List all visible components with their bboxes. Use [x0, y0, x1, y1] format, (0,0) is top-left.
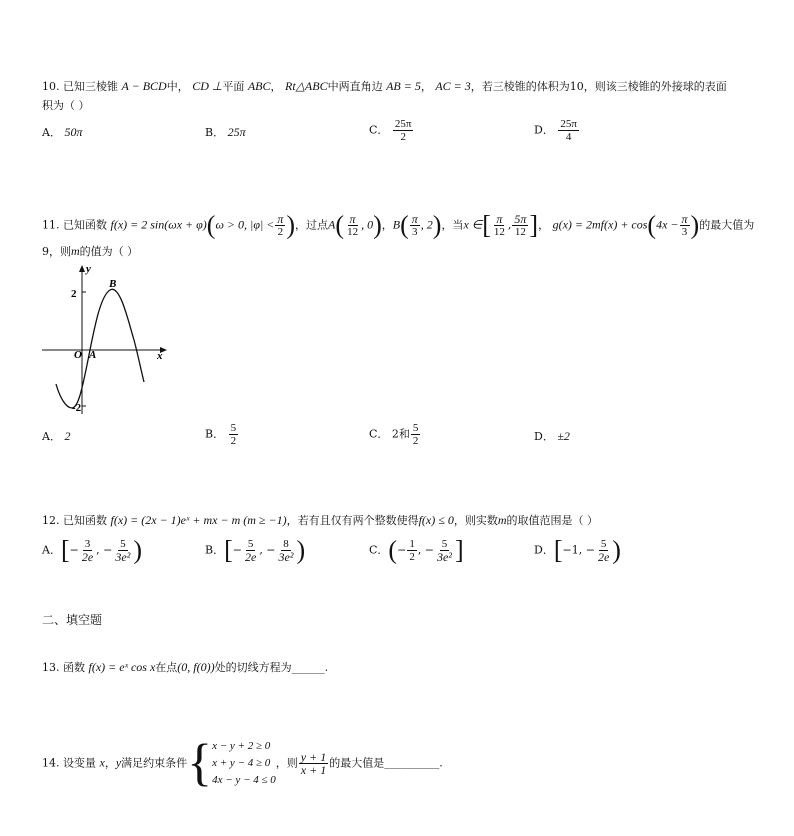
bracket: ]: [454, 535, 464, 565]
q12-m: m: [497, 513, 507, 527]
q10-option-a[interactable]: [42, 125, 82, 140]
q12-text: ，则实数: [453, 514, 498, 527]
q11-line2: [42, 244, 138, 259]
fraction-den: 2: [412, 435, 419, 447]
q11-text: 的最大值为: [699, 218, 755, 232]
q12-text: ，若有且仅有两个整数使得: [286, 514, 419, 527]
y-label: y: [86, 263, 91, 275]
q11-func: f(x) = 2 sin(ωx + φ): [110, 217, 207, 232]
option-letter: B．: [205, 126, 225, 139]
q13-text: 处的切线方程为______.: [214, 661, 329, 674]
paren: ): [690, 210, 700, 240]
q10-tetra: A − BCD: [121, 79, 167, 93]
q11-graph: [38, 260, 173, 420]
x-label: x: [157, 350, 163, 362]
q11-text: 11. 已知函数: [42, 218, 107, 232]
minus: −: [397, 543, 407, 557]
fraction-den: 2e: [244, 550, 257, 564]
fraction-den: 2: [277, 226, 284, 238]
fraction: [596, 538, 611, 563]
q10-text: ，: [270, 80, 282, 93]
fraction-num: 3: [84, 538, 91, 550]
fraction: [275, 213, 285, 238]
option-prefix: −1, −: [562, 543, 595, 557]
fraction-num: 25π: [560, 118, 577, 130]
q11-g-in: 4x −: [656, 217, 679, 232]
sine-curve: [56, 289, 144, 408]
paren: ): [432, 210, 442, 240]
paren: (: [400, 210, 409, 240]
fraction-num: 8: [283, 538, 289, 550]
bracket: [: [224, 535, 233, 565]
q10-text: ，: [420, 80, 432, 93]
fraction: [410, 213, 420, 238]
q10-plane: ABC: [247, 79, 271, 93]
bracket: [: [482, 210, 491, 240]
option-letter: D．: [534, 543, 554, 557]
fraction: [229, 422, 239, 447]
fraction: [435, 538, 454, 563]
bracket: ): [133, 535, 142, 565]
constraint: x + y − 4 ≥ 0: [212, 757, 271, 769]
fraction-den: 2: [409, 551, 415, 563]
q13-point: (0, f(0)): [177, 660, 215, 674]
q12-option-d[interactable]: [534, 535, 621, 565]
q11-m: m: [71, 244, 80, 258]
fraction-den: 3e²: [115, 550, 131, 564]
q10-line2: 积为（ ）: [42, 99, 90, 112]
fraction-den: 2: [230, 435, 237, 447]
constraint: x − y + 2 ≥ 0: [212, 740, 271, 752]
fraction-den: 2: [400, 131, 406, 143]
fraction-num: 25π: [394, 118, 412, 130]
tick-neg2-label: -2: [72, 402, 82, 414]
option-value: ±2: [557, 429, 570, 443]
option-letter: D．: [534, 123, 554, 137]
fraction-den: 3: [412, 226, 418, 238]
q12-option-a[interactable]: [42, 535, 142, 565]
q13-text: 13. 函数: [42, 661, 85, 674]
brace: {: [187, 734, 213, 792]
q12-ineq: f(x) ≤ 0: [418, 513, 454, 527]
q14-line: [42, 734, 443, 792]
separator: , −: [259, 543, 276, 557]
q10-text: 中两直角边: [327, 80, 383, 93]
fraction: [680, 213, 690, 238]
fraction-num: π: [496, 212, 503, 226]
q10-perp: CD ⊥: [192, 79, 223, 93]
q10-text: 中，: [166, 80, 189, 93]
q11-option-a[interactable]: [42, 429, 70, 444]
q11-text: 9，则: [42, 245, 71, 258]
q11-text: ，当: [441, 218, 464, 232]
q10-text: 10. 已知三棱锥: [42, 80, 118, 93]
fraction-num: 5: [600, 538, 607, 550]
option-value: 2: [64, 429, 71, 443]
fraction-den: 2e: [597, 550, 610, 564]
constraint: 4x − y − 4 ≤ 0: [212, 774, 276, 786]
q12-option-c[interactable]: [369, 535, 464, 565]
q10-line1: [42, 79, 727, 94]
q11-xin: x ∈: [463, 217, 483, 232]
q10-ac: AC = 3: [435, 79, 471, 93]
fraction: [80, 538, 95, 563]
fraction-num: 5: [247, 538, 254, 550]
fraction-den: 3e²: [278, 550, 294, 564]
fraction: [407, 538, 417, 563]
fraction-den: 12: [493, 226, 505, 238]
q11-b-tail: , 2: [420, 217, 433, 232]
minus: −: [232, 543, 242, 557]
fraction-den: 4: [565, 131, 572, 143]
b-label: B: [109, 278, 117, 290]
tick-2-label: 2: [71, 288, 77, 300]
q14-x: x: [99, 755, 105, 770]
fraction-den: x + 1: [300, 763, 327, 777]
q11-g: g(x) = 2mf(x) + cos: [552, 217, 648, 232]
constraint-system: [212, 738, 276, 789]
option-letter: C．: [369, 543, 389, 557]
fraction-num: 5: [230, 422, 237, 434]
separator: , −: [96, 543, 113, 557]
q10-option-c[interactable]: [369, 118, 414, 143]
paren: ): [286, 210, 296, 240]
o-label: O: [74, 349, 82, 361]
option-letter: A．: [42, 430, 61, 443]
q11-option-d[interactable]: [534, 429, 570, 444]
fraction-num: 1: [409, 538, 415, 550]
fraction-num: π: [681, 212, 688, 226]
q14-text: 的最大值是__________.: [329, 756, 443, 770]
a-label: A: [89, 349, 97, 361]
fraction: [411, 422, 421, 447]
q14-text: 14. 设变量: [42, 756, 96, 770]
fraction-den: 3: [681, 226, 688, 238]
q13-text: 在点: [155, 661, 178, 674]
fraction: [299, 751, 328, 776]
q13-func: f(x) = eˣ cos x: [88, 660, 156, 674]
paren: (: [335, 210, 345, 240]
fraction: [345, 213, 360, 238]
option-letter: C．: [369, 123, 389, 137]
q10-text: ，若三棱锥的体积为10，则该三棱锥的外接球的表面: [470, 80, 727, 93]
bracket: ): [296, 535, 306, 565]
fraction-num: 5: [441, 538, 448, 550]
fraction-num: 5: [120, 538, 126, 550]
q12-text: 的取值范围是（ ）: [506, 514, 598, 527]
q11-option-c[interactable]: [369, 422, 421, 447]
q10-rt: Rt△ABC: [285, 79, 328, 93]
fraction-den: 3e²: [437, 550, 452, 564]
minus: −: [69, 543, 79, 557]
q10-option-b[interactable]: [205, 125, 246, 140]
bracket: ): [612, 535, 621, 565]
fraction: [113, 538, 132, 563]
q11-a-tail: , 0: [361, 217, 374, 232]
fraction: [512, 213, 528, 238]
q12-option-b[interactable]: [205, 535, 306, 565]
fraction: [243, 538, 258, 563]
option-value: 25π: [227, 125, 246, 139]
q13-line: [42, 660, 328, 675]
q11-line1: 11. 已知函数 f(x) = 2 sin(ωx + φ)(ω > 0, |φ| < $\frac{\pi}{2}$ )，过点A( $\frac{\pi}{12}$ , 0)，B( $\frac{\pi}{3}$ , 2)，当x ∈[ $\frac{\pi}{12}$ , $\frac{5\pi}{12}$ ]， g(x) = 2mf(x) + cos(4x − $\frac{\pi}{3}$ )的最大值为: [42, 210, 755, 240]
q14-text: ，则: [275, 756, 298, 770]
paren: ): [373, 210, 382, 240]
fraction: [277, 538, 296, 563]
q14-text: ，: [104, 756, 116, 770]
option-letter: A．: [42, 126, 61, 139]
bracket: [: [553, 535, 563, 565]
fraction: [393, 118, 414, 143]
point-b: B: [392, 217, 401, 232]
paren: (: [206, 210, 216, 240]
q12-func: f(x) = (2x − 1)eˣ + mx − m (m ≥ −1): [110, 513, 287, 527]
bracket: (: [388, 535, 398, 565]
fraction: [492, 213, 507, 238]
fraction-num: 5: [412, 422, 419, 434]
option-value: 50π: [64, 125, 83, 139]
fraction: [558, 118, 579, 143]
fraction-num: 5π: [514, 212, 527, 226]
q11-cond: ω > 0, |φ| <: [215, 217, 275, 232]
option-letter: D．: [534, 430, 554, 443]
q12-text: 12. 已知函数: [42, 514, 107, 527]
option-letter: B．: [205, 427, 225, 441]
option-value: 2和: [391, 427, 410, 441]
separator: , −: [417, 543, 435, 557]
fraction-num: π: [349, 212, 356, 226]
section-heading: 二、填空题: [42, 613, 103, 627]
paren: (: [647, 210, 657, 240]
q11-text: 的值为（ ）: [79, 245, 139, 258]
q11-text: ，过点: [295, 218, 329, 232]
fraction-num: π: [277, 212, 284, 226]
q10-option-d[interactable]: [534, 118, 580, 143]
fraction-den: 2e: [81, 550, 94, 564]
option-letter: C．: [369, 427, 389, 441]
fraction-num: π: [411, 212, 418, 226]
q10-text: 平面: [222, 80, 245, 93]
q14-y: y: [115, 755, 122, 770]
q12-line1: [42, 513, 598, 528]
q14-text: 满足约束条件: [121, 756, 188, 770]
bracket: [: [60, 535, 70, 565]
fraction-num: y + 1: [300, 750, 327, 764]
q10-ab: AB = 5: [386, 79, 421, 93]
q11-option-b[interactable]: [205, 422, 239, 447]
fraction-den: 12: [347, 226, 359, 238]
option-letter: A．: [42, 543, 61, 557]
option-letter: B．: [205, 543, 225, 557]
bracket: ]: [529, 210, 539, 240]
fraction-den: 12: [514, 226, 526, 238]
point-a: A: [328, 217, 336, 232]
